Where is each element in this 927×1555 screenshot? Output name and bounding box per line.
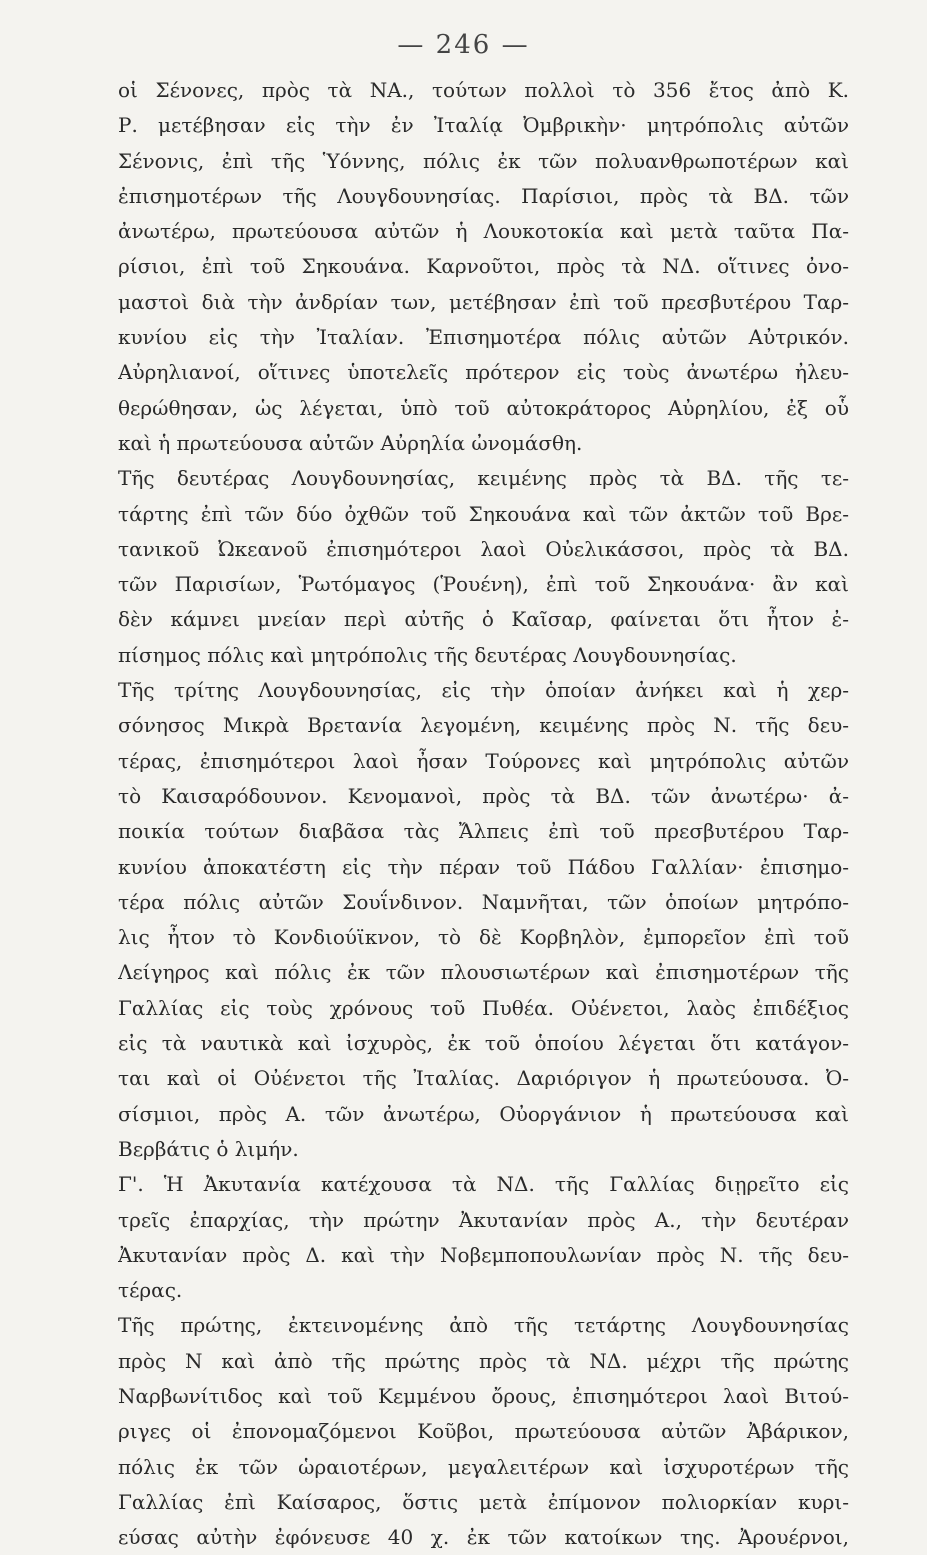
text-line: Λείγηρος καὶ πόλις ἐκ τῶν πλουσιωτέρων καὶ ἐπισημοτέρων τῆς <box>118 960 849 985</box>
text-line: ποικία τούτων διαβᾶσα τὰς Ἄλπεις ἐπὶ τοῦ πρεσβυτέρου Ταρ- <box>118 819 849 844</box>
text-line: Γαλλίας ἐπὶ Καίσαρος, ὅστις μετὰ ἐπίμονον πολιορκίαν κυρι- <box>118 1489 849 1514</box>
text-line: Ναρβωνίτιδος καὶ τοῦ Κεμμένου ὄρους, ἐπισημότεροι λαοὶ Βιτού- <box>118 1383 849 1408</box>
text-line: πόλις ἐκ τῶν ὡραιοτέρων, μεγαλειτέρων καὶ ἰσχυροτέρων τῆς <box>118 1454 849 1479</box>
text-line: τάρτης ἐπὶ τῶν δύο ὀχθῶν τοῦ Σηκουάνα καὶ τῶν ἀκτῶν τοῦ Βρε- <box>118 501 849 526</box>
text-line: Γαλλίας εἰς τοὺς χρόνους τοῦ Πυθέα. Οὐένετοι, λαὸς ἐπιδέξιος <box>118 995 849 1020</box>
text-line: οἱ Σένονες, πρὸς τὰ ΝΑ., τούτων πολλοὶ τὸ 356 ἔτος ἀπὸ Κ. <box>118 78 849 102</box>
text-line: τὸ Καισαρόδουνον. Κενομανοὶ, πρὸς τὰ ΒΔ. τῶν ἀνωτέρω· ἀ- <box>118 783 849 808</box>
text-line: Ρ. μετέβησαν εἰς τὴν ἐν Ἰταλίᾳ Ὀμβρικὴν· μητρόπολις αὐτῶν <box>118 113 849 138</box>
text-line: ἐπισημοτέρων τῆς Λουγδουνησίας. Παρίσιοι, πρὸς τὰ ΒΔ. τῶν <box>118 183 849 208</box>
text-line: Γ'. Ἡ Ἀκυτανία κατέχουσα τὰ ΝΔ. τῆς Γαλλίας διῃρεῖτο εἰς <box>118 1172 849 1197</box>
text-line: μαστοὶ διὰ τὴν ἀνδρίαν των, μετέβησαν ἐπὶ τοῦ πρεσβυτέρου Ταρ- <box>118 289 849 314</box>
text-line: ριγες οἱ ἐπονομαζόμενοι Κοῦβοι, πρωτεύουσα αὐτῶν Ἀβάρικον, <box>118 1419 849 1444</box>
page-number: — 246 — <box>397 30 530 60</box>
text-line: κυνίου ἀποκατέστη εἰς τὴν πέραν τοῦ Πάδου Γαλλίαν· ἐπισημο- <box>118 854 849 879</box>
body-text <box>118 73 849 1555</box>
text-line: Αὐρηλιανοί, οἵτινες ὑποτελεῖς πρότερον εἰς τοὺς ἀνωτέρω ἠλευ- <box>118 360 849 385</box>
text-line: τρεῖς ἐπαρχίας, τὴν πρώτην Ἀκυτανίαν πρὸς Α., τὴν δευτέραν <box>118 1207 849 1232</box>
text-line: τέρας, ἐπισημότεροι λαοὶ ἦσαν Τούρονες καὶ μητρόπολις αὐτῶν <box>118 748 849 773</box>
text-line: καὶ ἡ πρωτεύουσα αὐτῶν Αὐρηλία ὠνομάσθη. <box>118 430 583 455</box>
text-line: Τῆς δευτέρας Λουγδουνησίας, κειμένης πρὸς τὰ ΒΔ. τῆς τε- <box>118 466 849 491</box>
text-line: ται καὶ οἱ Οὐένετοι τῆς Ἰταλίας. Δαριόριγον ἡ πρωτεύουσα. Ὀ- <box>118 1066 849 1091</box>
text-line: πρὸς Ν καὶ ἀπὸ τῆς πρώτης πρὸς τὰ ΝΔ. μέχρι τῆς πρώτης <box>118 1348 849 1373</box>
text-line: τῶν Παρισίων, Ῥωτόμαγος (Ῥουένη), ἐπὶ τοῦ Σηκουάνα· ἂν καὶ <box>118 572 849 597</box>
text-line: δὲν κάμνει μνείαν περὶ αὐτῆς ὁ Καῖσαρ, φαίνεται ὅτι ἦτον ἐ- <box>118 607 849 632</box>
text-line: πίσημος πόλις καὶ μητρόπολις τῆς δευτέρας Λουγδουνησίας. <box>118 642 737 667</box>
text-line: σόνησος Μικρὰ Βρετανία λεγομένη, κειμένης πρὸς Ν. τῆς δευ- <box>118 713 849 738</box>
text-line: Σένονις, ἐπὶ τῆς Ὑόννης, πόλις ἐκ τῶν πολυανθρωποτέρων καὶ <box>118 148 849 173</box>
text-line: τέρας. <box>118 1278 183 1303</box>
text-line: εἰς τὰ ναυτικὰ καὶ ἰσχυρὸς, ἐκ τοῦ ὁποίου λέγεται ὅτι κατάγον- <box>118 1031 849 1056</box>
text-line: Τῆς πρώτης, ἐκτεινομένης ἀπὸ τῆς τετάρτης Λουγδουνησίας <box>118 1313 849 1338</box>
text-line: λις ἦτον τὸ Κονδιούϊκνον, τὸ δὲ Κορβηλὸν, ἐμπορεῖον ἐπὶ τοῦ <box>118 925 849 950</box>
text-line: τέρα πόλις αὐτῶν Σουΐνδινον. Ναμνῆται, τῶν ὁποίων μητρόπο- <box>118 889 849 914</box>
text-line: Βερβάτις ὁ λιμήν. <box>118 1136 299 1161</box>
text-line: τανικοῦ Ὠκεανοῦ ἐπισημότεροι λαοὶ Οὐελικάσσοι, πρὸς τὰ ΒΔ. <box>118 536 849 561</box>
text-line: ρίσιοι, ἐπὶ τοῦ Σηκουάνα. Καρνοῦτοι, πρὸς τὰ ΝΔ. οἵτινες ὀνο- <box>118 254 849 279</box>
text-line: σίσμιοι, πρὸς Α. τῶν ἀνωτέρω, Οὐοργάνιον ἡ πρωτεύουσα καὶ <box>118 1101 849 1126</box>
text-line: Τῆς τρίτης Λουγδουνησίας, εἰς τὴν ὁποίαν ἀνήκει καὶ ἡ χερ- <box>118 678 849 703</box>
text-line: θερώθησαν, ὡς λέγεται, ὑπὸ τοῦ αὐτοκράτορος Αὐρηλίου, ἐξ οὗ <box>118 395 849 420</box>
text-line: κυνίου εἰς τὴν Ἰταλίαν. Ἐπισημοτέρα πόλις αὐτῶν Αὐτρικόν. <box>118 325 849 350</box>
text-line: ἀνωτέρω, πρωτεύουσα αὐτῶν ἡ Λουκοτοκία καὶ μετὰ ταῦτα Πα- <box>118 219 849 244</box>
text-line: εύσας αὐτὴν ἐφόνευσε 40 χ. ἐκ τῶν κατοίκων της. Ἀρουέρνοι, <box>118 1525 849 1550</box>
text-line: Ἀκυτανίαν πρὸς Δ. καὶ τὴν Νοβεμποπουλωνίαν πρὸς Ν. τῆς δευ- <box>118 1242 849 1267</box>
